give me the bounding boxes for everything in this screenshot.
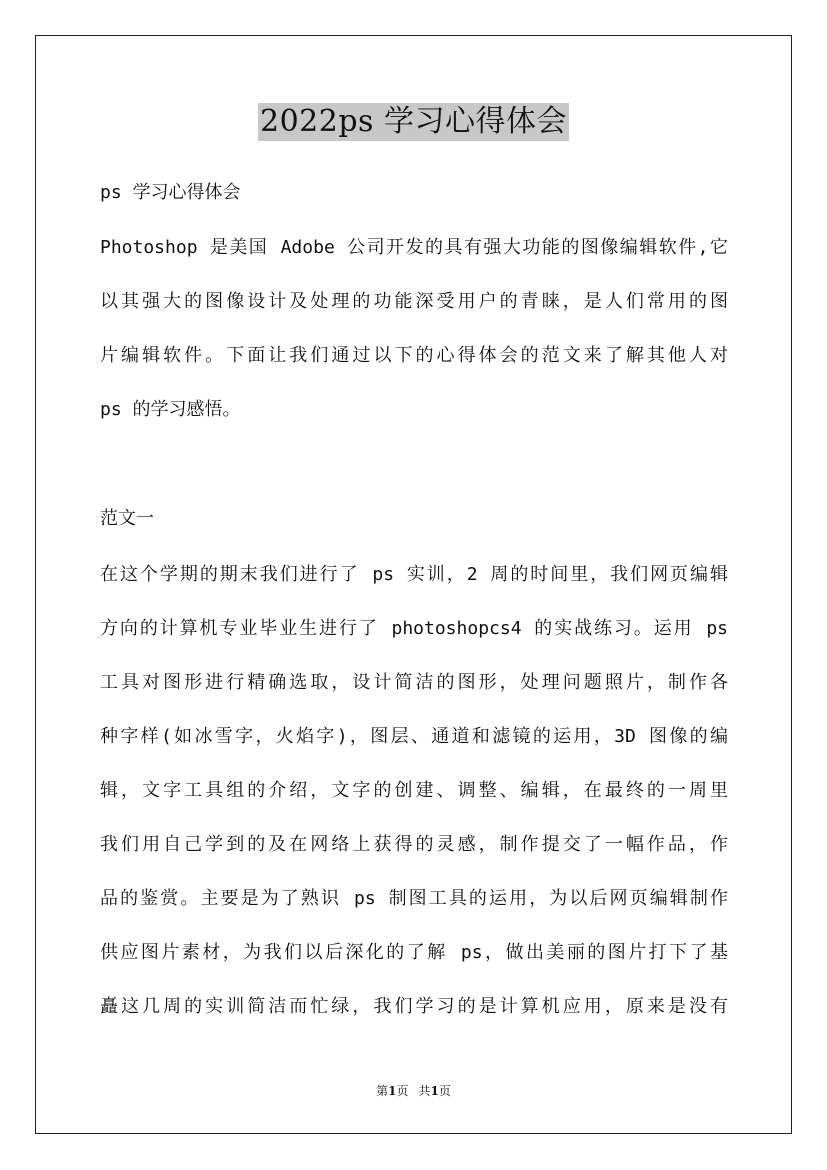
section-line: 矗这几周的实训简洁而忙绿，我们学习的是计算机应用，原来是没有 xyxy=(100,996,728,1017)
section-line: 供应图片素材，为我们以后深化的了解 ps，做出美丽的图片打下了基 xyxy=(100,942,728,963)
intro-line: 以其强大的图像设计及处理的功能深受用户的青睐，是人们常用的图 xyxy=(100,291,728,312)
total-label-suffix: 页 xyxy=(438,1084,451,1098)
section-line: 品的鉴赏。主要是为了熟识 ps 制图工具的运用，为以后网页编辑制作 xyxy=(100,888,728,909)
page-number: 1 xyxy=(388,1084,397,1098)
title-container xyxy=(0,103,827,141)
section-line: 我们用自己学到的及在网络上获得的灵感，制作提交了一幅作品，作 xyxy=(100,834,728,855)
section-line: 种字样(如冰雪字，火焰字)，图层、通道和滤镜的运用，3D 图像的编 xyxy=(100,726,728,747)
intro-line: ps 的学习感悟。 xyxy=(100,399,241,420)
document-title: 2022ps 学习心得体会 xyxy=(260,104,567,139)
section-line: 工具对图形进行精确选取，设计简洁的图形，处理问题照片，制作各 xyxy=(100,672,728,693)
page-label-prefix: 第 xyxy=(376,1084,389,1098)
document-subtitle: ps 学习心得体会 xyxy=(100,182,241,203)
total-label-prefix: 共 xyxy=(418,1084,431,1098)
section-line: 辑，文字工具组的介绍，文字的创建、调整、编辑，在最终的一周里 xyxy=(100,780,728,801)
intro-paragraph xyxy=(100,221,728,437)
section-line: 在这个学期的期末我们进行了 ps 实训，2 周的时间里，我们网页编辑 xyxy=(100,564,728,585)
section-heading: 范文一 xyxy=(100,508,154,529)
section-line: 方向的计算机专业毕业生进行了 photoshopcs4 的实战练习。运用 ps xyxy=(100,618,728,639)
intro-line: 片编辑软件。下面让我们通过以下的心得体会的范文来了解其他人对 xyxy=(100,345,728,366)
intro-line: Photoshop 是美国 Adobe 公司开发的具有强大功能的图像编辑软件,它 xyxy=(100,237,728,258)
section-paragraph xyxy=(100,548,728,1034)
total-pages: 1 xyxy=(430,1084,439,1098)
page-footer xyxy=(0,1082,827,1100)
page-label-suffix: 页 xyxy=(396,1084,409,1098)
